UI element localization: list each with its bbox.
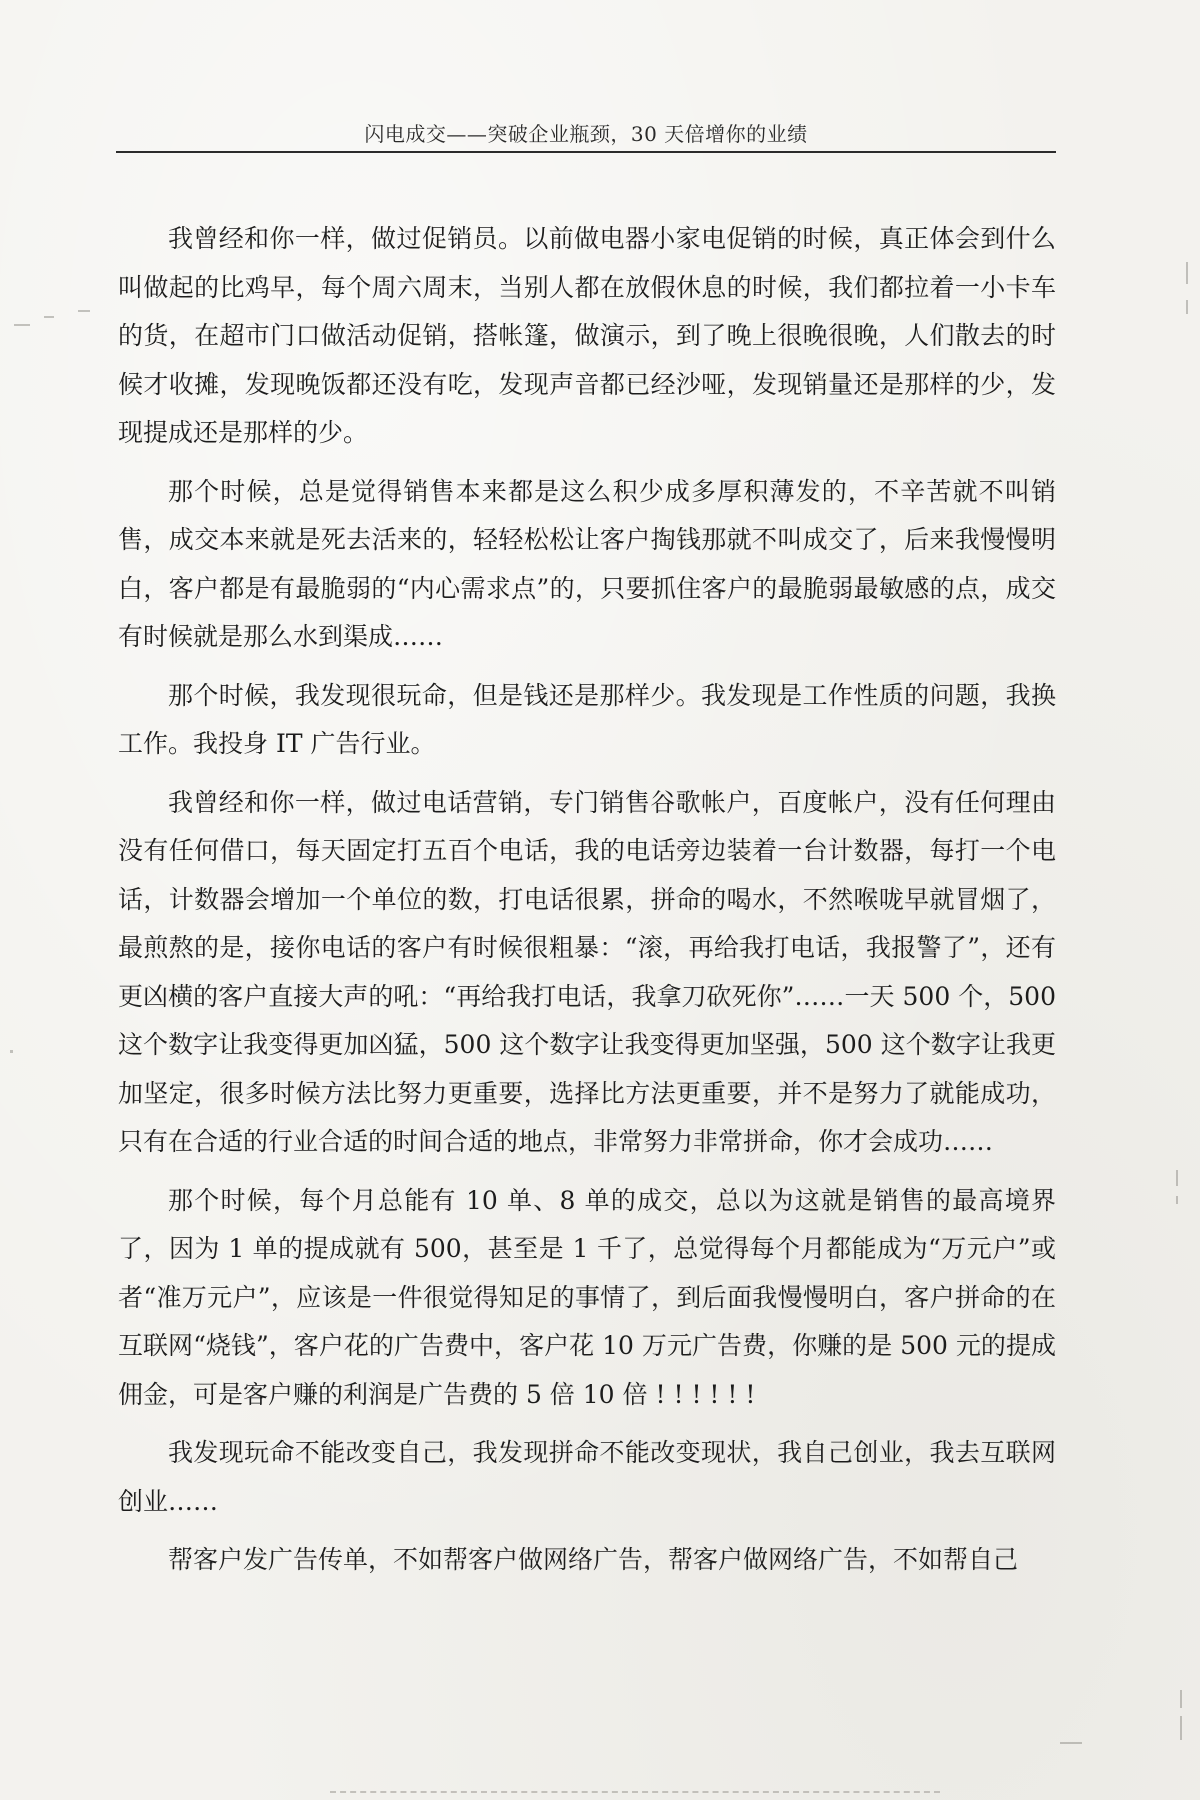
paragraph-2: 那个时候，总是觉得销售本来都是这么积少成多厚积薄发的，不辛苦就不叫销售，成交本来就是死去活来的，轻轻松松让客户掏钱那就不叫成交了，后来我慢慢明白，客户都是有最脆弱的“内心需求点”的，只要抓住客户的最脆弱最敏感的点，成交有时候就是那么水到渠成…… xyxy=(118,476,1056,651)
scan-speck xyxy=(1176,1170,1178,1186)
scan-speck xyxy=(1060,1742,1082,1744)
paragraph-1: 我曾经和你一样，做过促销员。以前做电器小家电促销的时候，真正体会到什么叫做起的比鸡早，每个周六周末，当别人都在放假休息的时候，我们都拉着一小卡车的货，在超市门口做活动促销，搭帐篷，做演示，到了晚上很晚很晚，人们散去的时候才收摊，发现晚饭都还没有吃，发现声音都已经沙哑，发现销量还是那样的少，发现提成还是那样的少。 xyxy=(118,224,1056,447)
paragraph-6: 我发现玩命不能改变自己，我发现拼命不能改变现状，我自己创业，我去互联网创业…… xyxy=(118,1438,1056,1516)
body-text xyxy=(118,215,1056,1585)
paragraph-5: 那个时候，每个月总能有 10 单、8 单的成交，总以为这就是销售的最高境界了，因为 1 单的提成就有 500，甚至是 1 千了，总觉得每个月都能成为“万元户”或者“准万元户”，应该是一件很觉得知足的事情了，到后面我慢慢明白，客户拼命的在互联网“烧钱”，客户花的广告费中，客户花 10 万元广告费，你赚的是 500 元的提成佣金，可是客户赚的利润是广告费的 5 倍 10 倍 ! ! ! ! ! ! xyxy=(118,1185,1056,1409)
scan-bottom-line xyxy=(330,1791,940,1793)
scan-speck xyxy=(1186,262,1188,284)
scan-speck xyxy=(1176,1196,1178,1204)
scan-speck xyxy=(1186,300,1188,314)
paragraph-7: 帮客户发广告传单，不如帮客户做网络广告，帮客户做网络广告，不如帮自己 xyxy=(168,1545,1019,1574)
scan-speck xyxy=(78,310,90,312)
paragraph-4: 我曾经和你一样，做过电话营销，专门销售谷歌帐户，百度帐户，没有任何理由没有任何借口，每天固定打五百个电话，我的电话旁边装着一台计数器，每打一个电话，计数器会增加一个单位的数，打电话很累，拼命的喝水，不然喉咙早就冒烟了，最煎熬的是，接你电话的客户有时候很粗暴：“滚，再给我打电话，我报警了”，还有更凶横的客户直接大声的吼：“再给我打电话，我拿刀砍死你”……一天 500 个，500 这个数字让我变得更加凶猛，500 这个数字让我变得更加坚强，500 这个数字让我更加坚定，很多时候方法比努力更重要，选择比方法更重要，并不是努力了就能成功，只有在合适的行业合适的时间合适的地点，非常努力非常拼命，你才会成功…… xyxy=(118,787,1056,1156)
scan-speck xyxy=(14,324,30,326)
scan-speck xyxy=(10,1050,13,1053)
paragraph-3: 那个时候，我发现很玩命，但是钱还是那样少。我发现是工作性质的问题，我换工作。我投身 IT 广告行业。 xyxy=(118,680,1056,758)
scan-speck xyxy=(1180,1716,1182,1740)
running-head-title: 闪电成交——突破企业瓶颈，30 天倍增你的业绩 xyxy=(364,122,808,146)
scan-speck xyxy=(44,316,54,318)
header-rule xyxy=(116,151,1056,153)
scan-speck xyxy=(1180,1690,1182,1708)
